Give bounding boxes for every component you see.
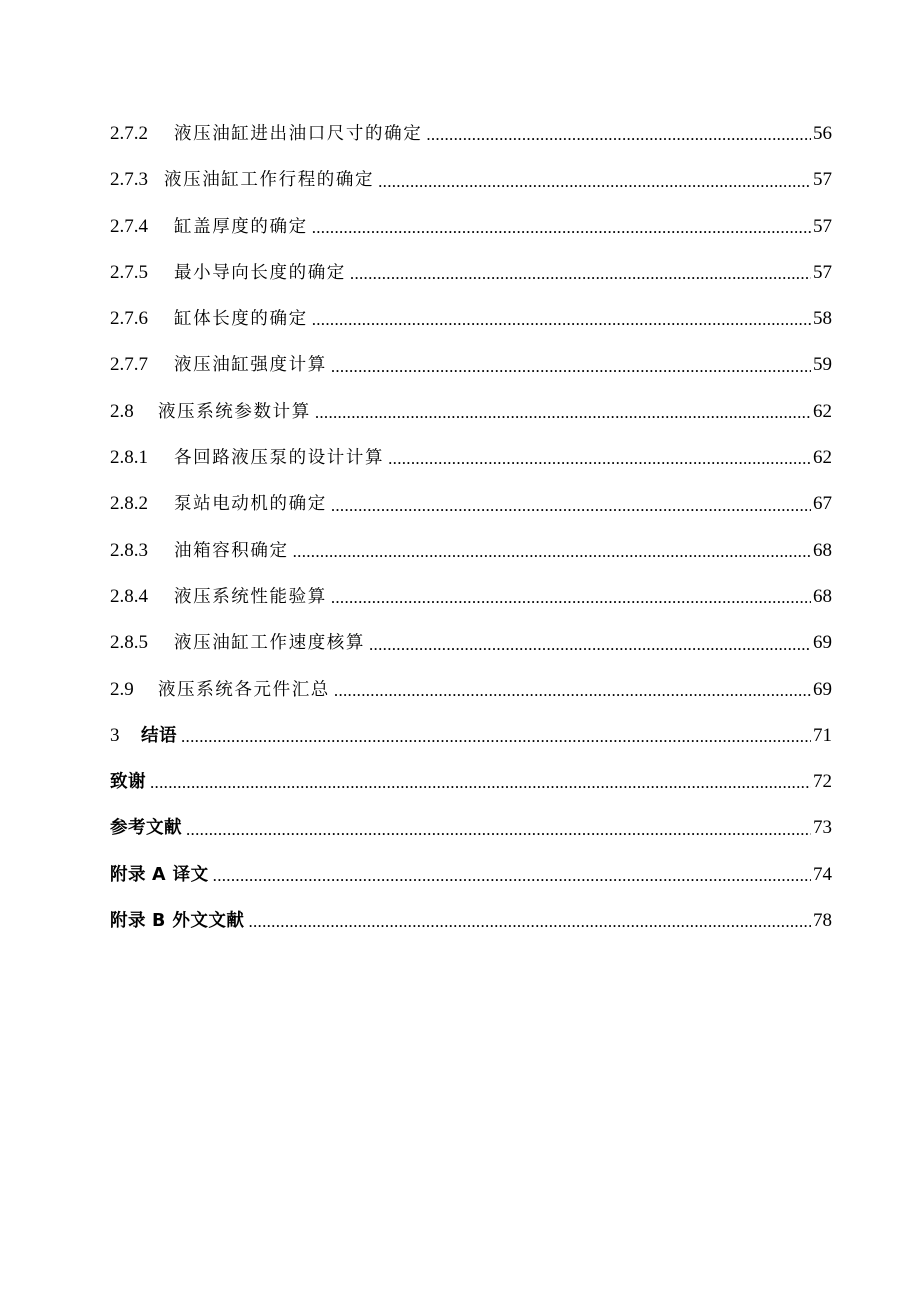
toc-entry-page: 69: [813, 632, 832, 654]
toc-entry-2-8-5[interactable]: [110, 620, 832, 666]
toc-entry-page: 58: [813, 308, 832, 330]
toc-entry-title: 液压油缸工作速度核算: [174, 633, 365, 654]
toc-dot-leader: [331, 484, 811, 528]
toc-entry-appendix-a[interactable]: [110, 852, 832, 898]
toc-entry-number: 2.7.7: [110, 354, 148, 376]
toc-dot-leader: [334, 669, 811, 713]
toc-dot-leader: [312, 206, 811, 250]
toc-entry-title: 缸盖厚度的确定: [174, 216, 308, 237]
toc-entry-page: 74: [813, 863, 832, 885]
toc-entry-number: 2.8.5: [110, 632, 148, 654]
toc-entry-number: 2.8: [110, 400, 134, 422]
toc-entry-2-7-2[interactable]: [110, 111, 832, 157]
toc-entry-page: 57: [813, 169, 832, 191]
toc-dot-leader: [331, 576, 811, 620]
toc-entry-page: 71: [813, 724, 832, 746]
toc-entry-title: 最小导向长度的确定: [174, 262, 346, 283]
toc-dot-leader: [213, 854, 811, 898]
toc-entry-appendix-b[interactable]: [110, 898, 832, 944]
toc-entry-title: A 译文: [152, 864, 209, 885]
toc-entry-title: 致谢: [110, 772, 146, 793]
toc-entry-page: 59: [813, 354, 832, 376]
toc-entry-title: 液压系统参数计算: [158, 401, 311, 422]
toc-entry-acknowledgements[interactable]: [110, 759, 832, 805]
toc-entry-2-7-4[interactable]: [110, 204, 832, 250]
toc-dot-leader: [388, 437, 811, 481]
toc-entry-2-8-1[interactable]: [110, 435, 832, 481]
toc-entry-2-7-7[interactable]: [110, 342, 832, 388]
toc-dot-leader: [186, 808, 811, 852]
toc-entry-2-9[interactable]: [110, 667, 832, 713]
toc-entry-number: 2.8.4: [110, 585, 148, 607]
toc-dot-leader: [350, 252, 811, 296]
toc-entry-title: 液压油缸工作行程的确定: [164, 170, 375, 191]
toc-entry-page: 67: [813, 493, 832, 515]
toc-dot-leader: [378, 160, 811, 204]
toc-dot-leader: [315, 391, 811, 435]
toc-entry-number: 2.8.2: [110, 493, 148, 515]
toc-entry-title: 液压系统性能验算: [174, 586, 327, 607]
toc-entry-page: 68: [813, 585, 832, 607]
toc-entry-title: 缸体长度的确定: [174, 309, 308, 330]
toc-dot-leader: [331, 345, 811, 389]
toc-entry-2-8-4[interactable]: [110, 574, 832, 620]
toc-dot-leader: [426, 113, 811, 157]
toc-dot-leader: [150, 761, 811, 805]
toc-entry-page: 57: [813, 261, 832, 283]
toc-entry-title: 油箱容积确定: [174, 540, 289, 561]
toc-entry-page: 62: [813, 447, 832, 469]
toc-entry-2-7-5[interactable]: [110, 250, 832, 296]
table-of-contents: [110, 111, 832, 944]
toc-entry-title: 液压油缸进出油口尺寸的确定: [174, 124, 423, 144]
toc-entry-references[interactable]: [110, 805, 832, 851]
toc-entry-title: 泵站电动机的确定: [174, 494, 327, 515]
toc-entry-title: 参考文献: [110, 818, 182, 839]
toc-entry-title: B 外文文献: [152, 911, 245, 932]
toc-entry-number: 2.7.2: [110, 123, 148, 144]
toc-entry-page: 62: [813, 400, 832, 422]
toc-entry-2-7-6[interactable]: [110, 296, 832, 342]
toc-dot-leader: [369, 623, 811, 667]
toc-entry-number: 2.7.3: [110, 169, 148, 191]
toc-entry-page: 78: [813, 910, 832, 932]
toc-entry-2-8-3[interactable]: [110, 528, 832, 574]
toc-entry-title: 结语: [141, 725, 177, 746]
toc-entry-number: 附录: [110, 864, 146, 885]
toc-entry-page: 73: [813, 817, 832, 839]
toc-entry-number: 2.8.1: [110, 447, 148, 469]
toc-dot-leader: [248, 900, 811, 944]
toc-entry-2-7-3[interactable]: [110, 157, 832, 203]
toc-entry-number: 2.8.3: [110, 539, 148, 561]
toc-entry-title: 各回路液压泵的设计计算: [174, 448, 385, 469]
toc-entry-2-8-2[interactable]: [110, 481, 832, 527]
toc-entry-number: 3: [110, 724, 120, 746]
toc-entry-3[interactable]: [110, 713, 832, 759]
toc-entry-page: 69: [813, 678, 832, 700]
toc-dot-leader: [181, 715, 811, 759]
toc-entry-number: 2.9: [110, 678, 134, 700]
toc-dot-leader: [293, 530, 811, 574]
toc-entry-number: 2.7.6: [110, 308, 148, 330]
toc-entry-page: 68: [813, 539, 832, 561]
toc-entry-number: 2.7.4: [110, 215, 148, 237]
toc-entry-number: 附录: [110, 911, 146, 932]
toc-entry-title: 液压油缸强度计算: [174, 355, 327, 376]
toc-dot-leader: [312, 298, 811, 342]
toc-entry-number: 2.7.5: [110, 261, 148, 283]
toc-entry-title: 液压系统各元件汇总: [158, 679, 330, 700]
toc-entry-page: 72: [813, 771, 832, 793]
toc-entry-2-8[interactable]: [110, 389, 832, 435]
toc-entry-page: 57: [813, 215, 832, 237]
toc-entry-page: 56: [813, 123, 832, 144]
